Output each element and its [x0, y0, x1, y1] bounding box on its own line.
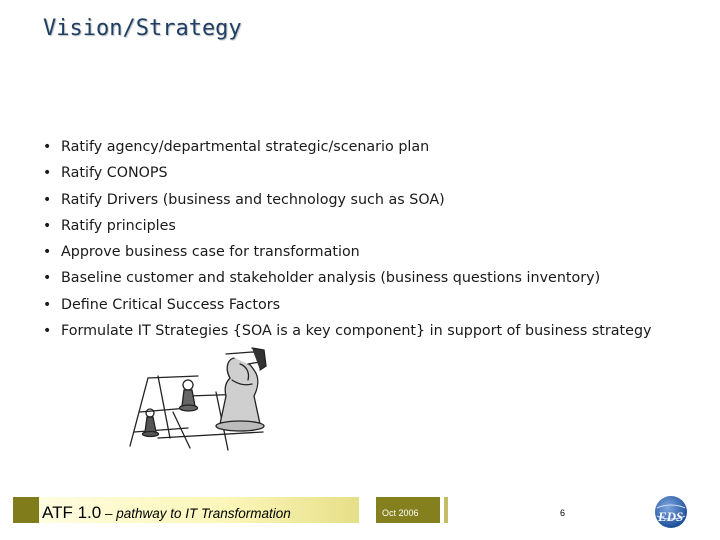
bullet-item	[41, 192, 681, 209]
bullet-text: Formulate IT Strategies {SOA is a key component} in support of business strategy	[61, 323, 652, 340]
footer-divider	[444, 497, 448, 523]
bullet-glyph: •	[43, 191, 52, 208]
footer-accent-block	[13, 497, 39, 523]
page-number: 6	[560, 508, 566, 518]
logo-text: EDS	[658, 509, 684, 524]
bullet-text: Ratify CONOPS	[61, 165, 168, 182]
bullet-text: Ratify agency/departmental strategic/scenario plan	[61, 139, 430, 155]
bullet-glyph: •	[43, 139, 52, 155]
bullet-item	[41, 165, 681, 182]
bullet-text: Baseline customer and stakeholder analysis (business questions inventory)	[61, 270, 601, 287]
bullet-item	[41, 244, 681, 261]
bullet-glyph: •	[43, 296, 52, 313]
bullet-glyph: •	[43, 217, 52, 234]
bullet-item	[41, 270, 681, 287]
footer-title	[42, 503, 291, 523]
footer-spacer	[359, 497, 376, 523]
bullet-glyph: •	[43, 270, 52, 287]
footer-date: Oct 2006	[382, 508, 419, 518]
bullet-text: Ratify principles	[61, 217, 176, 234]
eds-logo-icon	[649, 494, 705, 530]
slide-title: Vision/Strategy	[43, 16, 242, 41]
bullet-list	[41, 139, 681, 349]
bullet-item	[41, 297, 681, 314]
bullet-item	[41, 218, 681, 235]
footer-title-main: ATF 1.0	[42, 503, 102, 522]
bullet-text: Approve business case for transformation	[61, 244, 360, 261]
bullet-glyph: •	[43, 165, 52, 182]
bullet-text: Ratify Drivers (business and technology such as SOA)	[61, 191, 445, 208]
bullet-glyph: •	[43, 244, 52, 261]
bullet-item	[41, 139, 681, 156]
footer-title-sub: – pathway to IT Transformation	[101, 506, 291, 521]
chess-pieces-icon	[128, 336, 278, 456]
bullet-text: Define Critical Success Factors	[61, 296, 281, 313]
bullet-glyph: •	[43, 323, 52, 340]
